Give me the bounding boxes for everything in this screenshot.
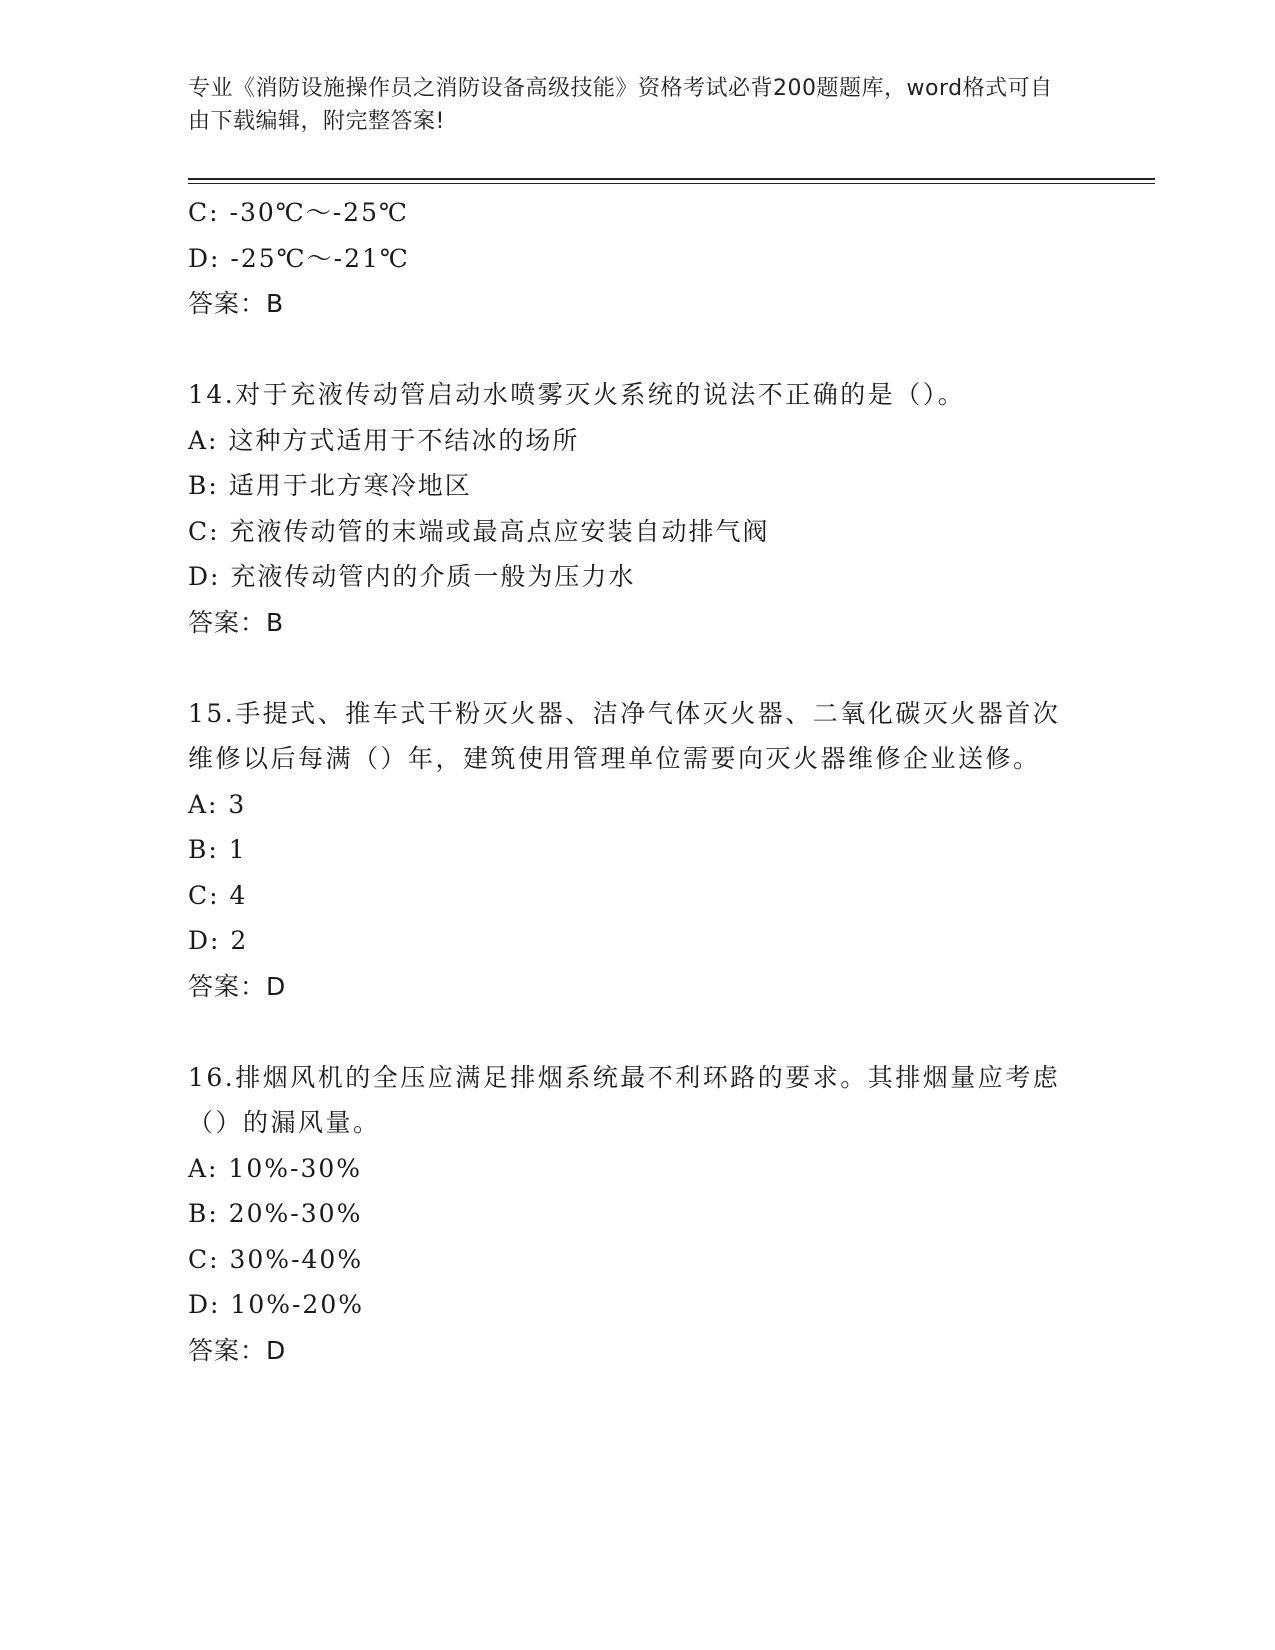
- question-14: [188, 372, 1088, 645]
- option-d: D: 10%-20%: [188, 1290, 364, 1319]
- option-a: A: 这种方式适用于不结冰的场所: [188, 425, 580, 455]
- answer-line: 答案：D: [188, 1335, 287, 1365]
- answer-line: 答案：B: [188, 289, 285, 318]
- answer-line: 答案：D: [188, 971, 287, 1001]
- option-c: C: 30%-40%: [188, 1244, 364, 1274]
- option-d: D: 2: [188, 926, 249, 955]
- option-d: D: 充液传动管内的介质一般为压力水: [188, 562, 636, 591]
- option-d: D: -25℃～-21℃: [188, 243, 410, 273]
- option-a: A: 3: [188, 789, 247, 819]
- option-b: B: 1: [188, 835, 247, 864]
- option-b: B: 20%-30%: [188, 1199, 363, 1228]
- question-text: 14.对于充液传动管启动水喷雾灭火系统的说法不正确的是（）。: [188, 380, 966, 409]
- option-c: C: 4: [188, 880, 248, 910]
- question-15: [188, 691, 1088, 1010]
- header-divider: [188, 178, 1155, 184]
- question-16: [188, 1055, 1088, 1374]
- answer-line: 答案：B: [188, 607, 285, 637]
- document-header: 专业《消防设施操作员之消防设备高级技能》资格考试必背200题题库，word格式可自由下载编辑，附完整答案!: [188, 76, 1053, 134]
- question-13-tail: [188, 190, 1088, 327]
- option-c: C: -30℃～-25℃: [188, 198, 409, 227]
- option-a: A: 10%-30%: [188, 1153, 363, 1183]
- question-text: 15.手提式、推车式干粉灭火器、洁净气体灭火器、二氧化碳灭火器首次维修以后每满（）年，建筑使用管理单位需要向灭火器维修企业送修。: [188, 698, 1061, 773]
- question-text: 16.排烟风机的全压应满足排烟系统最不利环路的要求。其排烟量应考虑（）的漏风量。: [188, 1062, 1061, 1137]
- question-list: [188, 190, 1088, 1373]
- option-c: C: 充液传动管的末端或最高点应安装自动排气阀: [188, 516, 770, 546]
- option-b: B: 适用于北方寒冷地区: [188, 471, 472, 500]
